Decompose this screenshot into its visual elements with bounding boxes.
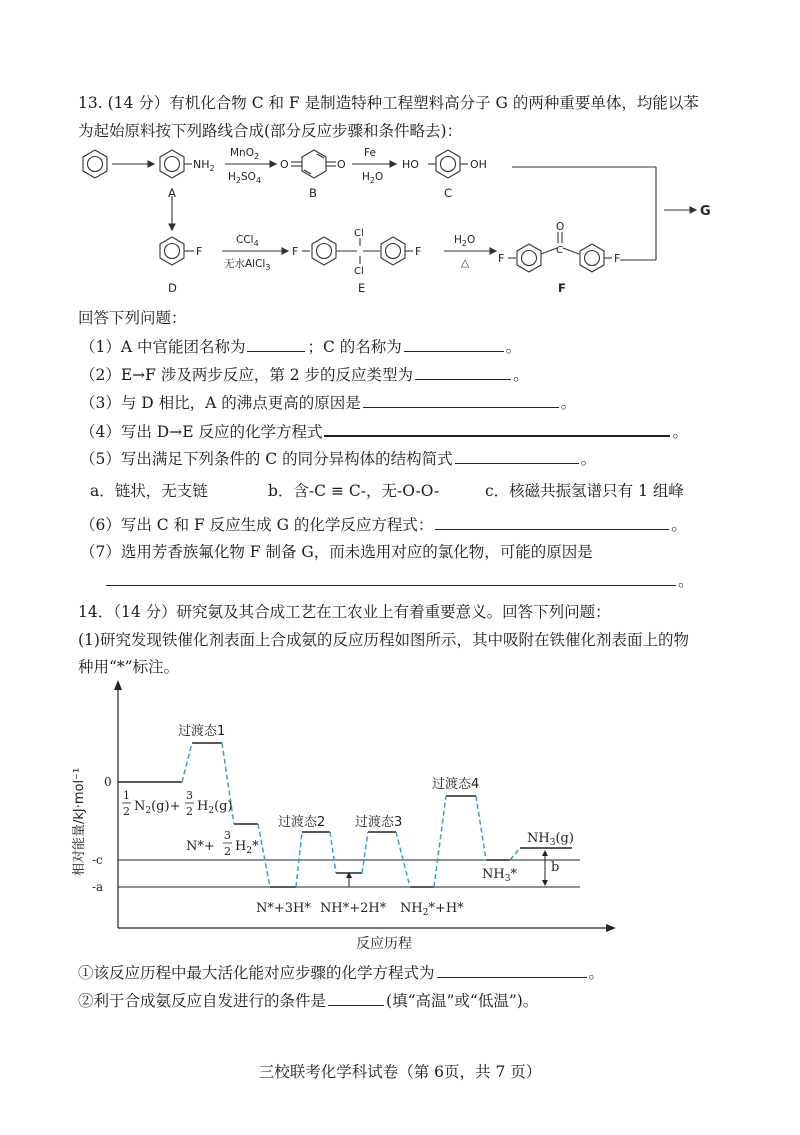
compound-f-ring-left: [517, 244, 541, 272]
energy-profile-chart: [0, 680, 800, 960]
reagent-heat: △: [461, 257, 470, 269]
y-tick-a: -a: [92, 880, 104, 894]
c-ho: HO: [402, 158, 419, 171]
label-d: D: [168, 281, 177, 295]
q13-item-4-text: （4）写出 D→E 反应的化学方程式: [80, 423, 323, 441]
answer-blank-6[interactable]: [435, 514, 669, 530]
q13-item-7: （7）选用芳香族氟化物 F 制备 G，而未选用对应的氯化物，可能的原因是: [80, 543, 593, 561]
svg-text:H2(g): $H_2(g)$: [197, 799, 233, 816]
svg-text:3: 3: [186, 789, 193, 802]
q13-item-5-text: （5）写出满足下列条件的 C 的同分异构体的结构简式: [80, 450, 453, 468]
compound-e-ring-left: [312, 237, 336, 265]
q14-sub-1-text: ①该反应历程中最大活化能对应步骤的化学方程式为: [78, 964, 435, 982]
x-axis-arrow: [606, 924, 616, 932]
q14-line3: 种用“*”标注。: [78, 658, 180, 676]
label-e: E: [358, 281, 366, 295]
q13-item-1-mid: ；C 的名称为: [307, 338, 402, 356]
q13-item-6-text: （6）写出 C 和 F 反应生成 G 的化学反应方程式：: [80, 516, 434, 534]
svg-text:H2*: $H_2*$: [235, 839, 259, 856]
reagent-h2so4: $H_2SO_4$: [228, 171, 262, 185]
q13-item-3-text: （3）与 D 相比，A 的沸点更高的原因是: [80, 394, 361, 412]
svg-text:1: 1: [123, 789, 130, 802]
synthesis-scheme: [0, 140, 800, 300]
compound-b-ring: [302, 150, 326, 178]
svg-text:N2(g)+: $N_2(g)+$: [134, 799, 181, 816]
compound-e-ring-right: [381, 237, 405, 265]
answer-blank-14-2[interactable]: [328, 990, 384, 1006]
svg-text:3: 3: [224, 829, 231, 842]
answer-blank-1a[interactable]: [247, 336, 305, 352]
reagent-alcl3: 无水AlCl$_3$: [224, 258, 271, 272]
ts1-label: 过渡态1: [178, 724, 226, 739]
e-cl-bottom: Cl: [354, 266, 364, 277]
i1-label: [186, 829, 259, 858]
f-c: C: [556, 245, 563, 256]
ts2-label: 过渡态2: [278, 815, 326, 830]
nh2h-label: NH*+2H*: [320, 901, 387, 916]
n3h-label: N*+3H*: [256, 901, 311, 916]
y-tick-0: 0: [104, 775, 112, 789]
e-f-left: F: [292, 245, 299, 258]
answer-blank-2[interactable]: [415, 364, 511, 380]
reagent-ccl4: CCl$_4$: [236, 234, 259, 248]
y-axis-label: 相对能量/kJ·mol⁻¹: [72, 767, 87, 876]
condition-c: c．核磁共振氢谱只有 1 组峰: [485, 482, 684, 500]
condition-a: a．链状，无支链: [90, 482, 208, 500]
q13-line2: 为起始原料按下列路线合成(部分反应步骤和条件略去)：: [78, 122, 463, 140]
c-oh: OH: [470, 158, 487, 171]
compound-a-ring: [160, 150, 184, 178]
q13-item-6: （6）写出 C 和 F 反应生成 G 的化学反应方程式： 。: [80, 516, 687, 534]
label-f: F: [558, 281, 566, 295]
start-label: [122, 789, 233, 818]
compound-c-ring: [436, 150, 460, 178]
q14-sub-2-text: ②利于合成氨反应自发进行的条件是: [78, 992, 327, 1010]
b-o-right: O: [337, 158, 346, 171]
e-f-right: F: [415, 245, 422, 258]
reagent-h2o-2: $H_2O$: [454, 234, 476, 248]
answer-blank-1b[interactable]: [404, 336, 504, 352]
q14-line1: 14．（14 分）研究氨及其合成工艺在工农业上有着重要意义。回答下列问题：: [78, 603, 611, 621]
d-f: F: [196, 245, 203, 258]
reagent-fe: Fe: [364, 147, 376, 159]
label-c: C: [444, 186, 453, 200]
condition-b: b．含-C ≡ C-，无-O-O-: [268, 482, 440, 500]
answer-blank-7[interactable]: [106, 570, 676, 586]
nh2-h-label: $NH_2*+H*$: [400, 901, 464, 918]
q13-item-1-text: （1）A 中官能团名称为: [80, 338, 246, 356]
f-o: O: [556, 221, 565, 233]
benzene-ring: [83, 150, 107, 178]
f-f-left: F: [498, 252, 505, 265]
y-axis-arrow: [114, 680, 122, 690]
f-f-right: F: [614, 252, 621, 265]
reagent-h2o: $H_2O$: [362, 171, 384, 185]
q13-item-1: （1）A 中官能团名称为 ；C 的名称为 。: [80, 338, 522, 356]
nh3-star-label: $NH_3*$: [482, 867, 517, 884]
q13-item-7-answer: 。: [104, 570, 694, 591]
nh3-gas-label: $NH_3(g)$: [527, 831, 574, 848]
q14-line2: (1)研究发现铁催化剂表面上合成氨的反应历程如图所示，其中吸附在铁催化剂表面上的物: [78, 631, 689, 649]
label-b: B: [309, 186, 317, 200]
svg-text:N*+: N*+: [186, 839, 215, 854]
label-a: A: [168, 186, 176, 200]
b-label: b: [551, 860, 560, 875]
svg-text:2: 2: [186, 805, 193, 818]
q13-item-2: （2）E→F 涉及两步反应，第 2 步的反应类型为 。: [80, 366, 529, 384]
ts3-label: 过渡态3: [355, 815, 403, 830]
page-footer: 三校联考化学科试卷（第 6页，共 7 页）: [258, 1063, 542, 1081]
q13-item-4: （4）写出 D→E 反应的化学方程式 。: [80, 420, 688, 442]
svg-text:2: 2: [123, 805, 130, 818]
compound-d-ring: [160, 237, 184, 265]
x-axis-label: 反应历程: [356, 936, 412, 952]
q13-intro: 回答下列问题：: [78, 309, 187, 327]
answer-blank-5[interactable]: [455, 448, 579, 464]
q14-sub-2: ②利于合成氨反应自发进行的条件是 (填“高温”或“低温”)。: [78, 992, 539, 1010]
q14-sub-1: ①该反应历程中最大活化能对应步骤的化学方程式为 。: [78, 964, 605, 982]
e-cl-top: Cl: [354, 228, 364, 239]
answer-blank-14-1[interactable]: [437, 962, 587, 978]
y-tick-c: -c: [92, 853, 103, 867]
answer-blank-3[interactable]: [363, 392, 559, 408]
q13-item-5: （5）写出满足下列条件的 C 的同分异构体的结构简式 。: [80, 450, 597, 468]
svg-text:2: 2: [224, 845, 231, 858]
q13-line1: 13. (14 分）有机化合物 C 和 F 是制造特种工程塑料高分子 G 的两种重要单体，均能以苯: [78, 94, 699, 112]
q13-item-3: （3）与 D 相比，A 的沸点更高的原因是 。: [80, 394, 577, 412]
q13-item-2-text: （2）E→F 涉及两步反应，第 2 步的反应类型为: [80, 366, 414, 384]
compound-f-ring-right: [580, 244, 604, 272]
answer-blank-4[interactable]: [324, 420, 670, 437]
reagent-mno2: MnO$_2$: [230, 147, 260, 161]
a-nh2: $NH_2$: [193, 158, 215, 173]
ts4-label: 过渡态4: [432, 777, 480, 792]
b-o-left: O: [280, 158, 289, 171]
label-g: G: [700, 204, 711, 219]
